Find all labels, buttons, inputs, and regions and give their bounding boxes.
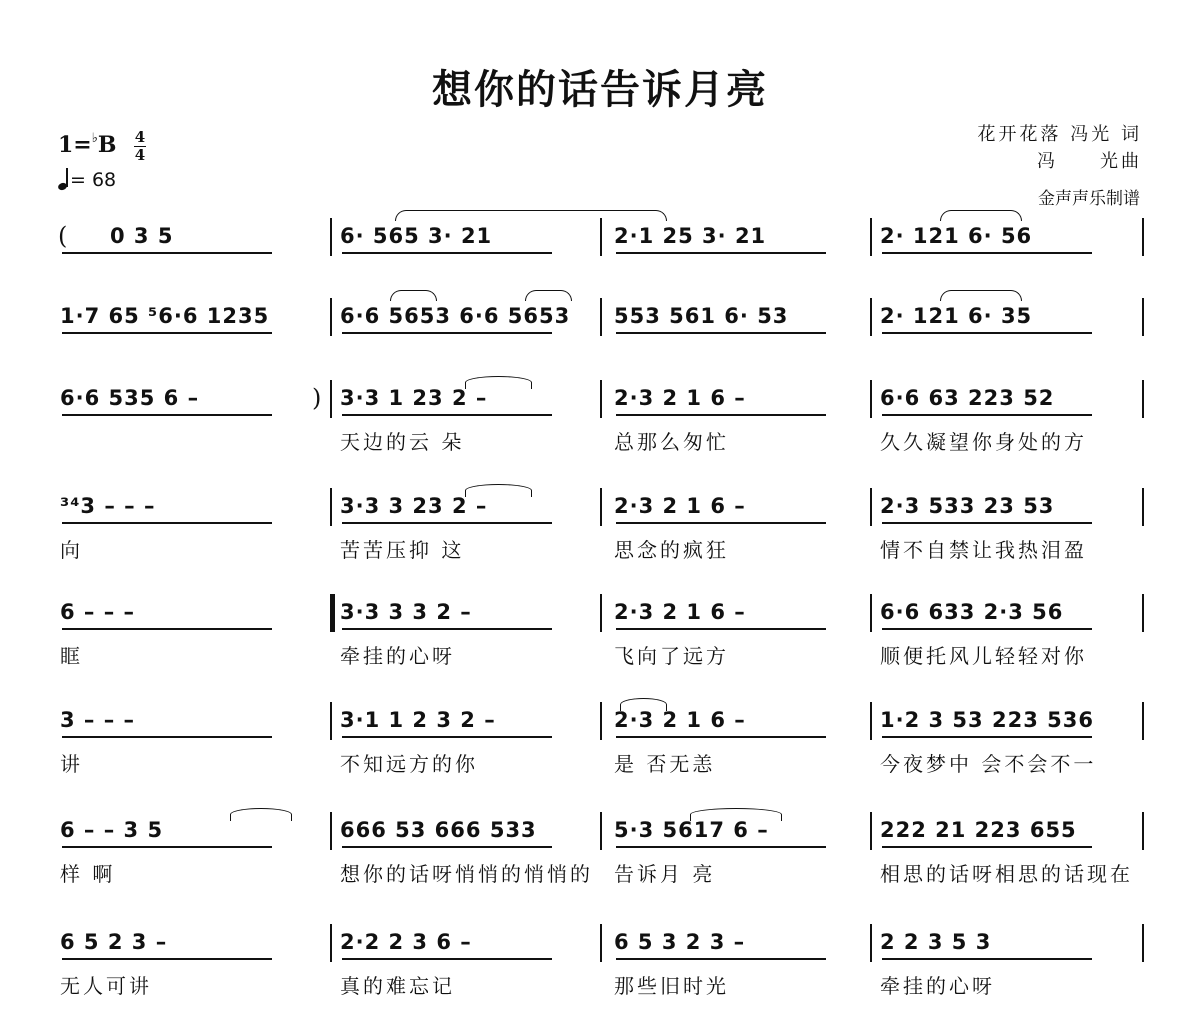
tempo-value: = 68 xyxy=(70,169,117,191)
triplet-bracket xyxy=(940,290,1022,301)
measure-notes: 2 2 3 5 3 xyxy=(880,930,992,954)
measure-notes: 2·3 2 1 6 – xyxy=(614,494,746,518)
note-underline xyxy=(882,522,1092,524)
barline xyxy=(1142,812,1144,850)
note-underline xyxy=(62,414,272,416)
measure-notes: 2·2 2 3 6 – xyxy=(340,930,472,954)
barline xyxy=(870,812,872,850)
measure-notes: 3 – – – xyxy=(60,708,136,732)
barline xyxy=(870,488,872,526)
measure-notes: 2· 121 6· 35 xyxy=(880,304,1033,328)
measure-notes: 2· 121 6· 56 xyxy=(880,224,1033,248)
measure-notes: 6· 565 3· 21 xyxy=(340,224,493,248)
measure-lyrics: 牵挂的心呀 xyxy=(880,974,995,998)
measure-notes: 6·6 63 223 52 xyxy=(880,386,1055,410)
measure-notes: 5·3 5617 6 – xyxy=(614,818,769,842)
triplet-bracket xyxy=(390,290,437,301)
barline xyxy=(870,218,872,256)
note-underline xyxy=(882,628,1092,630)
open-parenthesis: ( xyxy=(58,222,68,250)
note-underline xyxy=(342,958,552,960)
measure-notes: 3·3 3 3 2 – xyxy=(340,600,472,624)
barline xyxy=(1142,702,1144,740)
barline xyxy=(1142,380,1144,418)
measure-notes: 2·3 2 1 6 – xyxy=(614,386,746,410)
measure-lyrics: 相思的话呀相思的话现在 xyxy=(880,862,1133,886)
measure-lyrics: 那些旧时光 xyxy=(614,974,729,998)
barline xyxy=(870,380,872,418)
measure-lyrics: 眶 xyxy=(60,644,83,668)
note-underline xyxy=(342,522,552,524)
measure-notes: 2·1 25 3· 21 xyxy=(614,224,767,248)
barline xyxy=(600,924,602,962)
measure-notes: 6 5 2 3 – xyxy=(60,930,168,954)
close-parenthesis: ) xyxy=(312,384,322,412)
song-title: 想你的话告诉月亮 xyxy=(432,66,768,113)
measure-lyrics: 久久凝望你身处的方 xyxy=(880,430,1087,454)
slur-arc xyxy=(465,484,532,497)
barline xyxy=(870,924,872,962)
note-underline xyxy=(616,736,826,738)
note-underline xyxy=(616,846,826,848)
note-underline xyxy=(882,332,1092,334)
measure-lyrics: 情不自禁让我热泪盈 xyxy=(880,538,1087,562)
measure-lyrics: 顺便托风儿轻轻对你 xyxy=(880,644,1087,668)
note-underline xyxy=(616,252,826,254)
measure-lyrics: 是 否无恙 xyxy=(614,752,716,776)
flat-sign: ♭ xyxy=(91,130,98,146)
barline xyxy=(1142,488,1144,526)
note-underline xyxy=(882,958,1092,960)
measure-notes: 0 3 5 xyxy=(110,224,174,248)
measure-notes: 6 5 3 2 3 – xyxy=(614,930,746,954)
measure-notes: 2·3 2 1 6 – xyxy=(614,708,746,732)
note-underline xyxy=(62,958,272,960)
measure-notes: 6 – – – xyxy=(60,600,136,624)
measure-notes: 2·3 533 23 53 xyxy=(880,494,1055,518)
measure-lyrics: 天边的云 朵 xyxy=(340,430,465,454)
note-underline xyxy=(342,736,552,738)
measure-notes: 6·6 633 2·3 56 xyxy=(880,600,1064,624)
barline xyxy=(600,812,602,850)
barline xyxy=(330,380,332,418)
barline xyxy=(1142,218,1144,256)
note-underline xyxy=(882,252,1092,254)
barline xyxy=(1142,594,1144,632)
note-underline xyxy=(62,736,272,738)
barline xyxy=(600,380,602,418)
note-underline xyxy=(342,332,552,334)
measure-lyrics: 牵挂的心呀 xyxy=(340,644,455,668)
measure-lyrics: 想你的话呀悄悄的悄悄的 xyxy=(340,862,593,886)
barline xyxy=(870,594,872,632)
key-signature xyxy=(58,132,117,158)
measure-lyrics: 告诉月 亮 xyxy=(614,862,716,886)
triplet-bracket xyxy=(940,210,1022,221)
barline xyxy=(600,488,602,526)
measure-notes: 553 561 6· 53 xyxy=(614,304,789,328)
measure-lyrics: 不知远方的你 xyxy=(340,752,478,776)
triplet-bracket xyxy=(395,210,667,221)
measure-notes: 2·3 2 1 6 – xyxy=(614,600,746,624)
slur-arc xyxy=(620,698,667,711)
staff-row xyxy=(0,600,1200,690)
staff-row xyxy=(0,708,1200,798)
measure-notes: 6·6 535 6 – xyxy=(60,386,200,410)
note-underline xyxy=(342,414,552,416)
measure-lyrics: 讲 xyxy=(60,752,83,776)
note-underline xyxy=(342,628,552,630)
time-bottom: 4 xyxy=(134,146,146,164)
measure-notes: ³⁴3 – – – xyxy=(60,494,156,518)
tempo-marking xyxy=(58,168,116,191)
measure-notes: 6 – – 3 5 xyxy=(60,818,164,842)
measure-notes: 3·3 3 23 2 – xyxy=(340,494,488,518)
note-underline xyxy=(62,252,272,254)
note-underline xyxy=(342,846,552,848)
measure-lyrics: 思念的疯狂 xyxy=(614,538,729,562)
measure-lyrics: 飞向了远方 xyxy=(614,644,729,668)
staff-row xyxy=(0,930,1200,1020)
barline xyxy=(870,298,872,336)
triplet-bracket xyxy=(525,290,572,301)
note-underline xyxy=(616,522,826,524)
barline xyxy=(330,702,332,740)
measure-lyrics: 今夜梦中 会不会不一 xyxy=(880,752,1097,776)
barline xyxy=(330,812,332,850)
barline xyxy=(600,218,602,256)
note-underline xyxy=(62,628,272,630)
staff-row xyxy=(0,818,1200,908)
note-underline xyxy=(882,846,1092,848)
measure-notes: 666 53 666 533 xyxy=(340,818,537,842)
measure-notes: 3·3 1 23 2 – xyxy=(340,386,488,410)
measure-notes: 1·2 3 53 223 536 xyxy=(880,708,1094,732)
key-note: B xyxy=(97,132,117,158)
barline xyxy=(330,488,332,526)
barline xyxy=(330,218,332,256)
quarter-note-icon xyxy=(58,168,68,190)
note-underline xyxy=(616,958,826,960)
measure-lyrics: 样 啊 xyxy=(60,862,116,886)
note-underline xyxy=(882,736,1092,738)
barline xyxy=(600,298,602,336)
note-underline xyxy=(62,332,272,334)
note-underline xyxy=(342,252,552,254)
measure-lyrics: 苦苦压抑 这 xyxy=(340,538,465,562)
repeat-barline xyxy=(330,594,335,632)
staff-row xyxy=(0,386,1200,476)
slur-arc xyxy=(230,808,292,821)
key-prefix: 1= xyxy=(58,132,92,158)
barline xyxy=(870,702,872,740)
barline xyxy=(330,298,332,336)
slur-arc xyxy=(465,376,532,389)
composer-credit: 冯 光曲 xyxy=(1037,151,1142,172)
lyricist-credit: 花开花落 冯光 词 xyxy=(977,124,1142,145)
note-underline xyxy=(62,846,272,848)
slur-arc xyxy=(690,808,782,821)
barline xyxy=(1142,924,1144,962)
measure-lyrics: 真的难忘记 xyxy=(340,974,455,998)
maker-credit: 金声声乐制谱 xyxy=(1038,189,1140,209)
measure-lyrics: 总那么匆忙 xyxy=(614,430,729,454)
measure-lyrics: 无人可讲 xyxy=(60,974,152,998)
measure-lyrics: 向 xyxy=(60,538,83,562)
note-underline xyxy=(882,414,1092,416)
note-underline xyxy=(616,628,826,630)
note-underline xyxy=(616,414,826,416)
note-underline xyxy=(616,332,826,334)
time-top: 4 xyxy=(134,128,146,146)
time-signature xyxy=(134,130,146,163)
note-underline xyxy=(62,522,272,524)
barline xyxy=(330,924,332,962)
measure-notes: 3·1 1 2 3 2 – xyxy=(340,708,496,732)
barline xyxy=(600,702,602,740)
measure-notes: 222 21 223 655 xyxy=(880,818,1077,842)
measure-notes: 6·6 5653 6·6 5653 xyxy=(340,304,571,328)
staff-row xyxy=(0,494,1200,584)
measure-notes: 1·7 65 ⁵6·6 1235 xyxy=(60,304,270,328)
barline xyxy=(600,594,602,632)
barline xyxy=(1142,298,1144,336)
